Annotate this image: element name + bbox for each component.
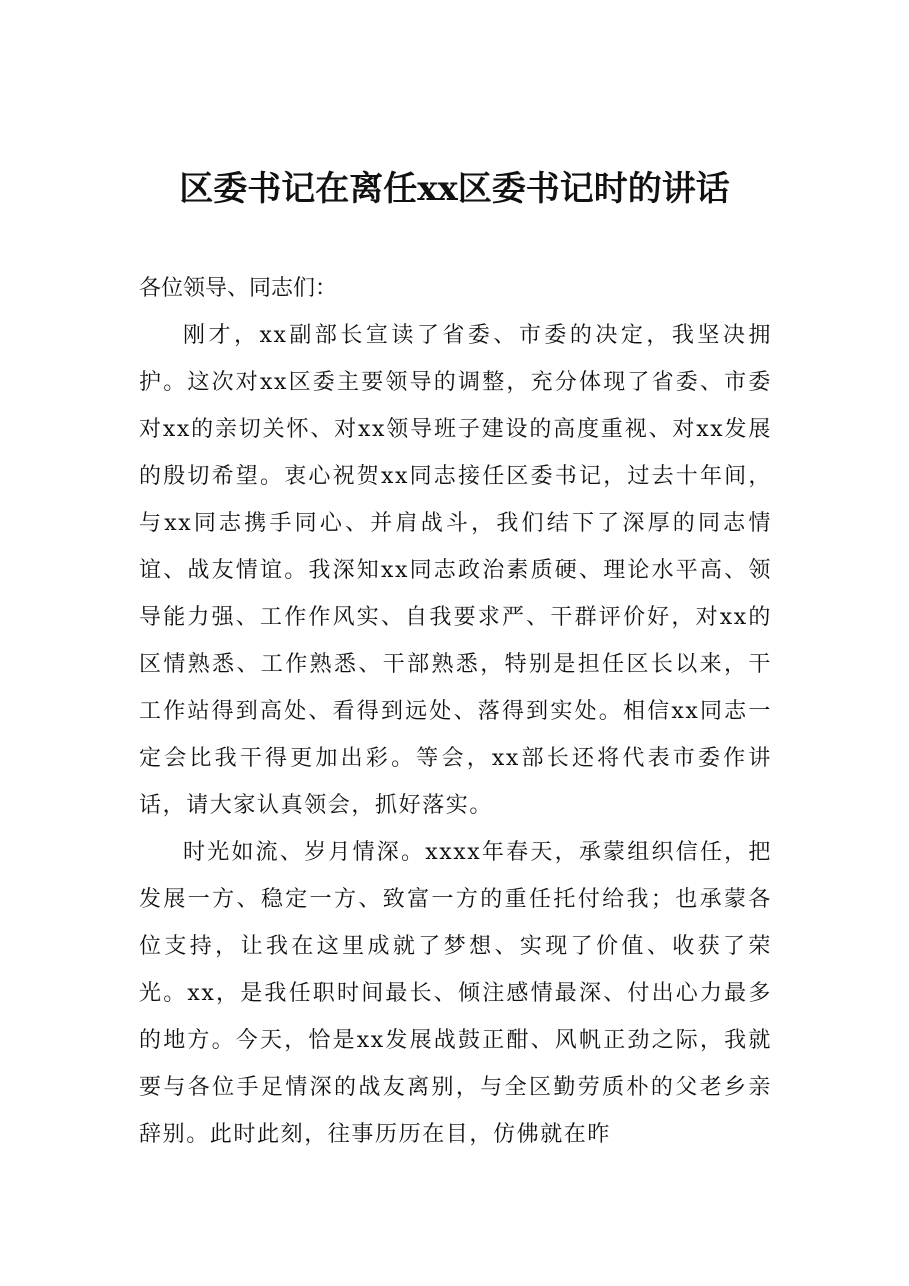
paragraph-1: 刚才，xx副部长宣读了省委、市委的决定，我坚决拥护。这次对xx区委主要领导的调整，充分体现了省委、市委对xx的亲切关怀、对xx领导班子建设的高度重视、对xx发展的殷切希望。衷心祝贺xx同志接任区委书记，过去十年间，与xx同志携手同心、并肩战斗，我们结下了深厚的同志情谊、战友情谊。我深知xx同志政治素质硬、理论水平高、领导能力强、工作作风实、自我要求严、干群评价好，对xx的区情熟悉、工作熟悉、干部熟悉，特别是担任区长以来，干工作站得到高处、看得到远处、落得到实处。相信xx同志一定会比我干得更加出彩。等会，xx部长还将代表市委作讲话，请大家认真领会，抓好落实。: [139, 323, 772, 818]
paragraph-2: 时光如流、岁月情深。xxxx年春天，承蒙组织信任，把发展一方、稳定一方、致富一方的重任托付给我；也承蒙各位支持，让我在这里成就了梦想、实现了价值、收获了荣光。xx，是我任职时间最长、倾注感情最深、付出心力最多的地方。今天，恰是xx发展战鼓正酣、风帆正劲之际，我就要与各位手足情深的战友离别，与全区勤劳质朴的父老乡亲辞别。此时此刻，往事历历在目，仿佛就在昨: [139, 840, 772, 1147]
salutation: 各位领导、同志们：: [139, 276, 338, 301]
document-body: [139, 265, 772, 1158]
document-title: 区委书记在离任xx区委书记时的讲话: [179, 169, 730, 209]
